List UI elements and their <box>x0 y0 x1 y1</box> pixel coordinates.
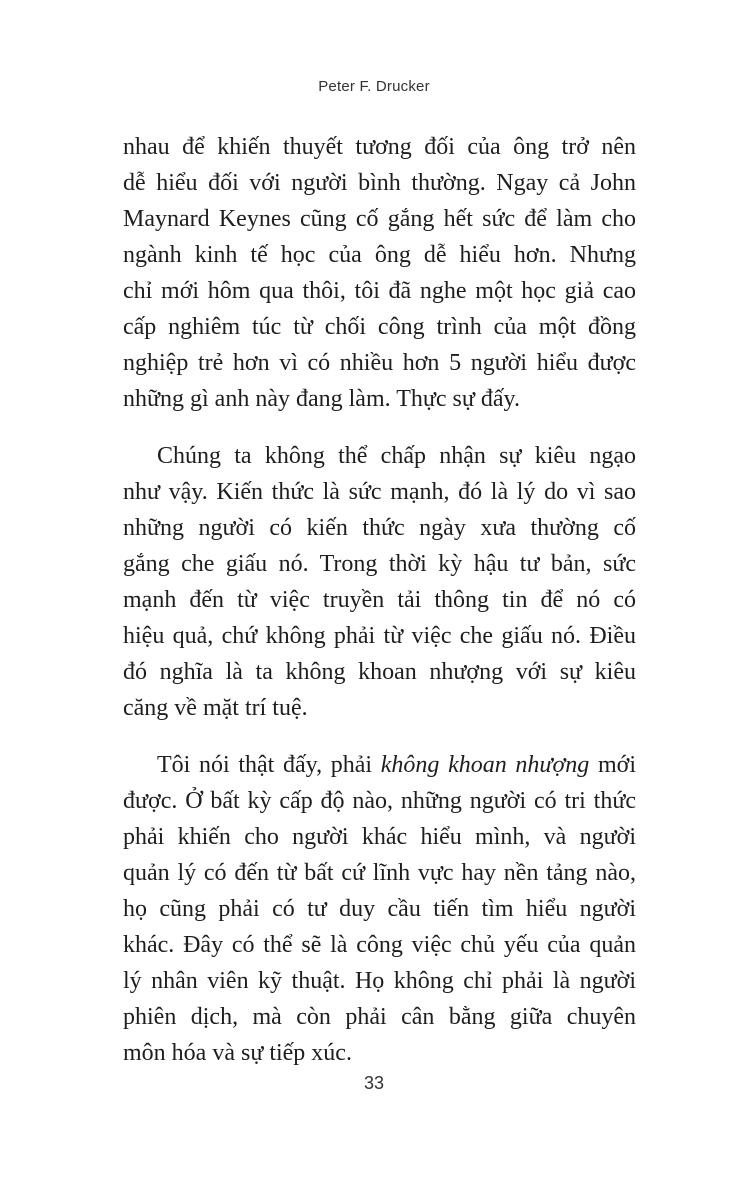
text-line: môn hóa và sự tiếp xúc. <box>123 1040 352 1066</box>
text-line: họ cũng phải có tư duy cầu tiến tìm hiểu người <box>123 896 636 922</box>
text-line: được. Ở bất kỳ cấp độ nào, những người có tri thức <box>123 788 636 814</box>
page-number: 33 <box>363 1073 385 1093</box>
paragraph-1 <box>123 129 636 417</box>
text-line: Maynard Keynes cũng cố gắng hết sức để làm cho <box>123 206 636 232</box>
text-line: cấp nghiêm túc từ chối công trình của một đồng <box>123 314 636 340</box>
text-line: đó nghĩa là ta không khoan nhượng với sự kiêu <box>123 659 636 685</box>
text-line: quản lý có đến từ bất cứ lĩnh vực hay nền tảng nào, <box>123 860 636 886</box>
text-line: phải khiến cho người khác hiểu mình, và người <box>123 824 636 850</box>
body-text <box>123 129 636 1071</box>
text-line: những gì anh này đang làm. Thực sự đấy. <box>123 386 520 412</box>
text-run: Tôi nói thật đấy, phải <box>157 752 381 778</box>
text-line: phiên dịch, mà còn phải cân bằng giữa chuyên <box>123 1004 636 1030</box>
text-line: căng về mặt trí tuệ. <box>123 695 308 721</box>
text-line: ngành kinh tế học của ông dễ hiểu hơn. Nhưng <box>123 242 636 268</box>
text-line: lý nhân viên kỹ thuật. Họ không chỉ phải là người <box>123 968 636 994</box>
text-line: dễ hiểu đối với người bình thường. Ngay cả John <box>123 170 636 196</box>
text-line: hiệu quả, chứ không phải từ việc che giấu nó. Điều <box>123 623 636 649</box>
text-line: nghiệp trẻ hơn vì có nhiều hơn 5 người hiểu được <box>123 350 636 376</box>
text-line: mạnh đến từ việc truyền tải thông tin để nó có <box>123 587 636 613</box>
text-run: mới <box>589 752 636 778</box>
text-line: như vậy. Kiến thức là sức mạnh, đó là lý do vì sao <box>123 479 636 505</box>
paragraph-2 <box>123 438 636 726</box>
running-head: Peter F. Drucker <box>318 78 430 95</box>
text-line: chỉ mới hôm qua thôi, tôi đã nghe một học giả cao <box>123 278 636 304</box>
text-line: khác. Đây có thể sẽ là công việc chủ yếu của quản <box>123 932 636 958</box>
text-line: Chúng ta không thể chấp nhận sự kiêu ngạo <box>157 443 636 469</box>
text-line: những người có kiến thức ngày xưa thường cố <box>123 515 636 541</box>
text-line: nhau để khiến thuyết tương đối của ông trở nên <box>123 134 636 160</box>
paragraph-3 <box>123 747 636 1071</box>
emphasized-phrase: không khoan nhượng <box>380 752 590 778</box>
text-line: gắng che giấu nó. Trong thời kỳ hậu tư bản, sức <box>123 551 636 577</box>
text-line-with-emphasis <box>123 747 636 783</box>
